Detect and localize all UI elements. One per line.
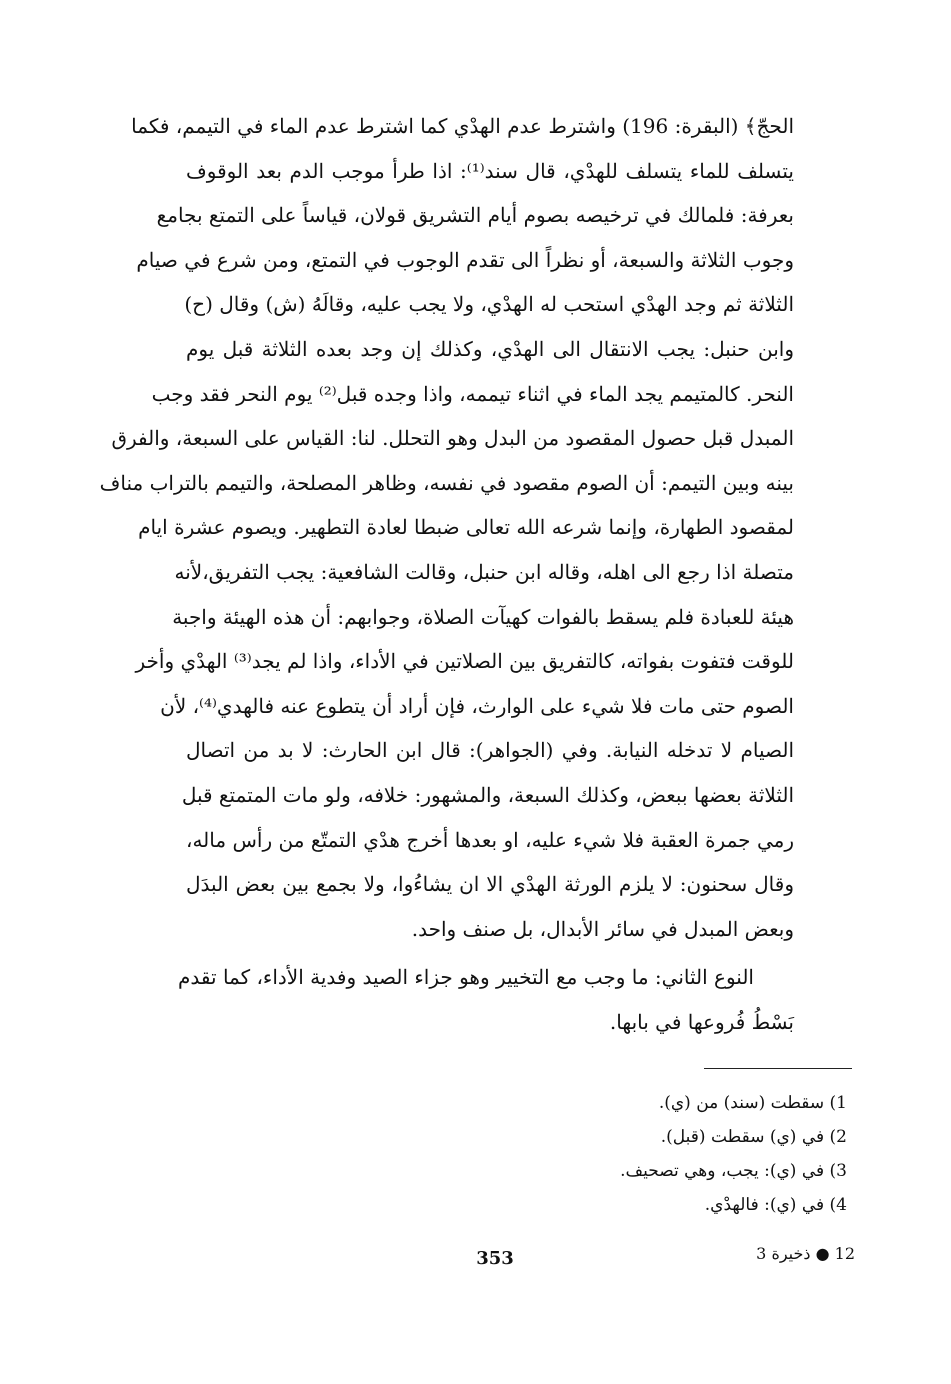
text-line: متصلة اذا رجع الى اهله، وقاله ابن حنبل، وقالت الشافعية: يجب التفريق،لأنه <box>174 559 794 584</box>
text-line: الثلاثة بعضها ببعض، وكذلك السبعة، والمشهور: خلافه، ولو مات المتمتع قبل <box>181 782 794 807</box>
text-line: للوقت فتفوت بفواته، كالتفريق بين الصلاتين في الأداء، واذا لم يجد⁽³⁾ الهدْي وأخر <box>135 649 794 674</box>
main-text <box>99 104 794 1044</box>
text-line: الصوم حتى مات فلا شيء على الوارث، فإن أراد أن يتطوع عنه فالهدي⁽⁴⁾، لأن <box>160 693 794 718</box>
footnotes <box>427 1086 847 1222</box>
text-line: وقال سحنون: لا يلزم الورثة الهدْي الا ان يشاءُوا، ولا بجمع بين بعض البدَل <box>186 872 794 897</box>
text-line: المبدل قبل حصول المقصود من البدل وهو التحلل. لنا: القياس على السبعة، والفرق <box>111 426 794 451</box>
text-line: يتسلف للماء يتسلف للهدْي، قال سند⁽¹⁾: اذا طرأ موجب الدم بعد الوقوف <box>186 158 794 183</box>
printer-signature: 12 ● ذخيرة 3 <box>756 1244 855 1263</box>
footnote: 3) في (ي): يجب، وهي تصحيف. <box>620 1161 847 1181</box>
text-line: النحر. كالمتيمم يجد الماء في اثناء تيممه، واذا وجده قبل⁽²⁾ يوم النحر فقد وجب <box>151 381 794 406</box>
footnote: 2) في (ي) سقطت (قبل). <box>660 1127 847 1147</box>
text-line: رمي جمرة العقبة فلا شيء عليه، او بعدها أخرج هدْي التمتّع من رأس ماله، <box>186 827 794 852</box>
paragraph-2-line: بَسْطُ فُروعها في بابها. <box>609 1009 794 1034</box>
page-number: 353 <box>476 1248 514 1269</box>
text-line: وبعض المبدل في سائر الأبدال، بل صنف واحد. <box>411 916 794 941</box>
text-line: وجوب الثلاثة والسبعة، أو نظراً الى تقدم الوجوب في التمتع، ومن شرع في صيام <box>136 247 794 272</box>
text-line: هيئة للعبادة فلم يسقط بالفوات كهيآت الصلاة، وجوابهم: أن هذه الهيئة واجبة <box>172 604 794 629</box>
footnote: 1) سقطت (سند) من (ي). <box>658 1093 847 1113</box>
footnote: 4) في (ي): فالهدْي. <box>704 1195 847 1215</box>
text-line: وابن حنبل: يجب الانتقال الى الهدْي، وكذلك إن وجد بعده الثلاثة قبل يوم <box>186 336 794 361</box>
text-line: الصيام لا تدخله النيابة. وفي (الجواهر): قال ابن الحارث: لا بد من اتصال <box>186 738 794 763</box>
footnote-divider <box>704 1068 852 1069</box>
text-line: لمقصود الطهارة، وإنما شرعه الله تعالى ضبطا لعادة التطهير. ويصوم عشرة ايام <box>138 515 794 540</box>
text-line: بعرفة: فلمالك في ترخيصه بصوم أيام التشريق قولان، قياساً على التمتع بجامع <box>156 203 794 228</box>
paragraph-2-line: النوع الثاني: ما وجب مع التخيير وهو جزاء الصيد وفدية الأداء، كما تقدم <box>178 965 754 990</box>
text-line: الثلاثة ثم وجد الهدْي استحب له الهدْي، ولا يجب عليه، وقالَهُ (ش) وقال (ح) <box>184 292 794 317</box>
text-line: بينه وبين التيمم: أن الصوم مقصود في نفسه، وظاهر المصلحة، والتيمم بالتراب مناف <box>99 470 794 495</box>
text-line: الحجّ﴾ (البقرة: 196) واشترط عدم الهدْي كما اشترط عدم الماء في التيمم، فكما <box>131 114 794 138</box>
